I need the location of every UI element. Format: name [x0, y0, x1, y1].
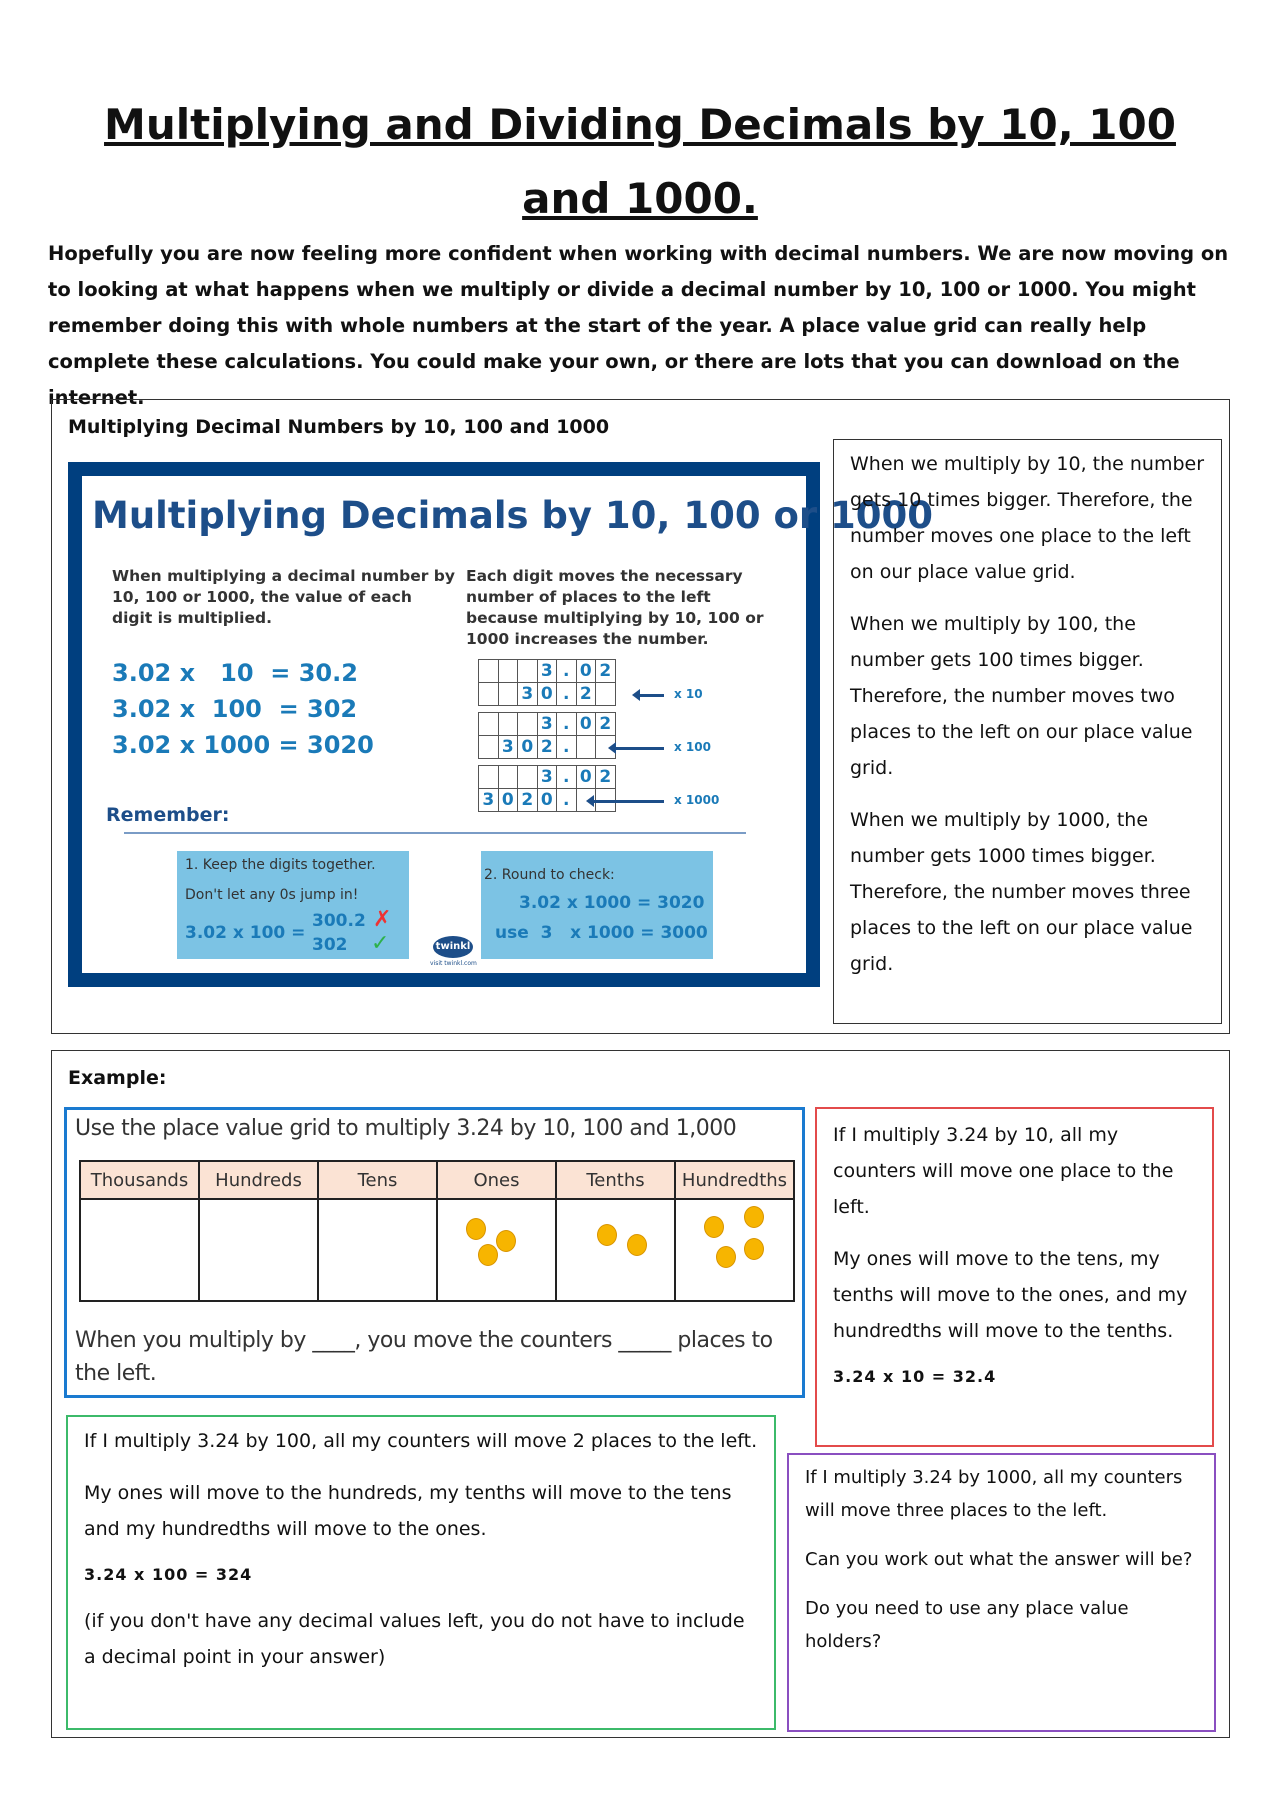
counter[interactable]: [478, 1244, 498, 1266]
divider: [124, 832, 746, 834]
column-header: Tens: [318, 1161, 437, 1199]
grid-cell-tens: [318, 1199, 437, 1301]
grid-cell: 0: [576, 660, 596, 683]
remember-label: Remember:: [106, 804, 230, 826]
place-value-task: [64, 1107, 805, 1398]
counter[interactable]: [704, 1216, 724, 1238]
grid-cell: 3: [537, 713, 557, 736]
grid-cell: [479, 713, 499, 736]
grid-cell: [518, 713, 538, 736]
equation: 3.24 x 100 = 324: [84, 1565, 253, 1584]
grid-cell: [479, 660, 499, 683]
twinkl-logo: twinkl: [433, 936, 473, 958]
grid-cell: 3: [479, 789, 499, 812]
poster-place-value-grid: [478, 765, 616, 812]
grid-cell: 3: [498, 736, 518, 759]
explanation: (if you don't have any decimal values left, you do not have to include a decimal point in your answer): [84, 1610, 745, 1668]
counter[interactable]: [466, 1218, 486, 1240]
tip-equation: use 3 x 1000 = 3000: [495, 923, 708, 943]
tip-round-check: [481, 851, 713, 959]
red-explanation: [815, 1107, 1214, 1447]
grid-cell-thousands: [80, 1199, 199, 1301]
grid-cell: 0: [498, 789, 518, 812]
poster: [68, 462, 933, 987]
tip-text: Don't let any 0s jump in!: [185, 887, 359, 903]
multiplier-label: x 100: [674, 740, 711, 754]
tip-text: 2. Round to check:: [484, 867, 615, 883]
left-arrow-icon: [592, 800, 664, 803]
grid-cell: 3: [537, 766, 557, 789]
explanation: Do you need to use any place value holders?: [805, 1598, 1129, 1652]
tip-equation: 3.02 x 100 =: [185, 923, 306, 943]
grid-cell: [576, 736, 596, 759]
tip-text: 1. Keep the digits together.: [185, 857, 376, 873]
prompt-text: When you multiply by ____, you move the counters _____ places to the left.: [75, 1328, 773, 1386]
equation: 3.24 x 10 = 32.4: [833, 1367, 997, 1386]
counter[interactable]: [597, 1224, 617, 1246]
grid-cell: 2: [596, 713, 616, 736]
grid-cell: 0: [537, 683, 557, 706]
grid-cell-hundredths: [675, 1199, 794, 1301]
intro-paragraph: Hopefully you are now feeling more confident when working with decimal numbers. We are now moving on to looking at what happens when we multiply or divide a decimal number by 10, 100 or 1000. You might remember doing this with whole numbers at the start of the year. A place value grid can really help complete these calculations. You could make your own, or there are lots that you can download on the internet.: [48, 242, 1229, 409]
grid-cell: [498, 660, 518, 683]
explanation: When we multiply by 10, the number gets 10 times bigger. Therefore, the number moves one place to the left on our place value grid.: [850, 453, 1205, 583]
multiplier-label: x 10: [674, 687, 703, 701]
explanation: My ones will move to the hundreds, my tenths will move to the tens and my hundredths will move to the ones.: [84, 1482, 732, 1540]
task-text: Use the place value grid to multiply 3.24 by 10, 100 and 1,000: [75, 1116, 737, 1141]
column-header: Hundreds: [199, 1161, 318, 1199]
tip-equation: 3.02 x 1000 = 3020: [519, 893, 705, 913]
grid-cell: 2: [576, 683, 596, 706]
poster-text-right: Each digit moves the necessary number of places to the left because multiplying by 10, 100 or 1000 increases the number.: [466, 567, 764, 648]
grid-cell: [518, 660, 538, 683]
explanation-box: [833, 439, 1222, 1024]
counter[interactable]: [744, 1238, 764, 1260]
explanation: If I multiply 3.24 by 10, all my counters will move one place to the left.: [833, 1124, 1174, 1218]
grid-cell: .: [557, 789, 577, 812]
wrong-answer: 300.2: [312, 911, 366, 931]
grid-cell: [479, 683, 499, 706]
grid-cell: 2: [596, 766, 616, 789]
grid-cell: 0: [518, 736, 538, 759]
grid-cell: 2: [518, 789, 538, 812]
explanation: When we multiply by 1000, the number gets 1000 times bigger. Therefore, the number moves three places to the left on our place value grid.: [850, 809, 1193, 975]
grid-cell: .: [557, 713, 577, 736]
tip-keep-digits: [177, 851, 409, 959]
place-value-grid: [79, 1160, 795, 1302]
explanation: If I multiply 3.24 by 1000, all my counters will move three places to the left.: [805, 1467, 1183, 1521]
poster-text-left: When multiplying a decimal number by 10, 100 or 1000, the value of each digit is multiplied.: [112, 567, 455, 627]
grid-cell: 0: [537, 789, 557, 812]
column-header: Hundredths: [675, 1161, 794, 1199]
explanation: When we multiply by 100, the number gets 100 times bigger. Therefore, the number moves two places to the left on our place value grid.: [850, 613, 1193, 779]
grid-cell-ones: [437, 1199, 556, 1301]
counter[interactable]: [496, 1230, 516, 1252]
check-icon: ✓: [371, 931, 390, 956]
page-title: Multiplying and Dividing Decimals by 10, 100 and 1000.: [104, 100, 1176, 223]
explanation: My ones will move to the tens, my tenths will move to the ones, and my hundredths will move to the tenths.: [833, 1248, 1188, 1342]
section-label: Multiplying Decimal Numbers by 10, 100 and 1000: [68, 416, 610, 438]
grid-cell: 2: [537, 736, 557, 759]
grid-cell: [596, 683, 616, 706]
grid-cell: [479, 736, 499, 759]
grid-cell: .: [557, 766, 577, 789]
grid-cell: .: [557, 683, 577, 706]
grid-cell: [479, 766, 499, 789]
explanation: Can you work out what the answer will be?: [805, 1549, 1193, 1570]
poster-title: Multiplying Decimals by 10, 100 or 1000: [92, 494, 933, 537]
poster-place-value-grid: [478, 712, 616, 759]
grid-cell-tenths: [556, 1199, 675, 1301]
purple-explanation: [787, 1453, 1216, 1732]
logo-subtext: visit twinkl.com: [430, 960, 477, 967]
grid-cell: .: [557, 660, 577, 683]
counter[interactable]: [744, 1206, 764, 1228]
equation: 3.02 x 10 = 30.2: [112, 659, 358, 687]
grid-cell: 3: [518, 683, 538, 706]
column-header: Tenths: [556, 1161, 675, 1199]
grid-cell: [498, 683, 518, 706]
counter[interactable]: [627, 1234, 647, 1256]
green-explanation: [66, 1415, 776, 1730]
grid-cell: 3: [537, 660, 557, 683]
grid-cell-hundreds: [199, 1199, 318, 1301]
column-header: Thousands: [80, 1161, 199, 1199]
grid-cell: [498, 713, 518, 736]
left-arrow-icon: [614, 747, 664, 750]
equation: 3.02 x 100 = 302: [112, 695, 358, 723]
explanation: If I multiply 3.24 by 100, all my counters will move 2 places to the left.: [84, 1430, 758, 1452]
multiplier-label: x 1000: [674, 793, 720, 807]
grid-cell: [518, 766, 538, 789]
grid-cell: 0: [576, 766, 596, 789]
equation: 3.02 x 1000 = 3020: [112, 731, 374, 759]
right-answer: 302: [312, 935, 348, 955]
grid-cell: 0: [576, 713, 596, 736]
example-label: Example:: [68, 1067, 167, 1089]
left-arrow-icon: [638, 694, 664, 697]
column-header: Ones: [437, 1161, 556, 1199]
grid-cell: 2: [596, 660, 616, 683]
counter[interactable]: [716, 1246, 736, 1268]
cross-icon: ✗: [373, 907, 392, 932]
grid-cell: [498, 766, 518, 789]
grid-cell: .: [557, 736, 577, 759]
poster-place-value-grid: [478, 659, 616, 706]
